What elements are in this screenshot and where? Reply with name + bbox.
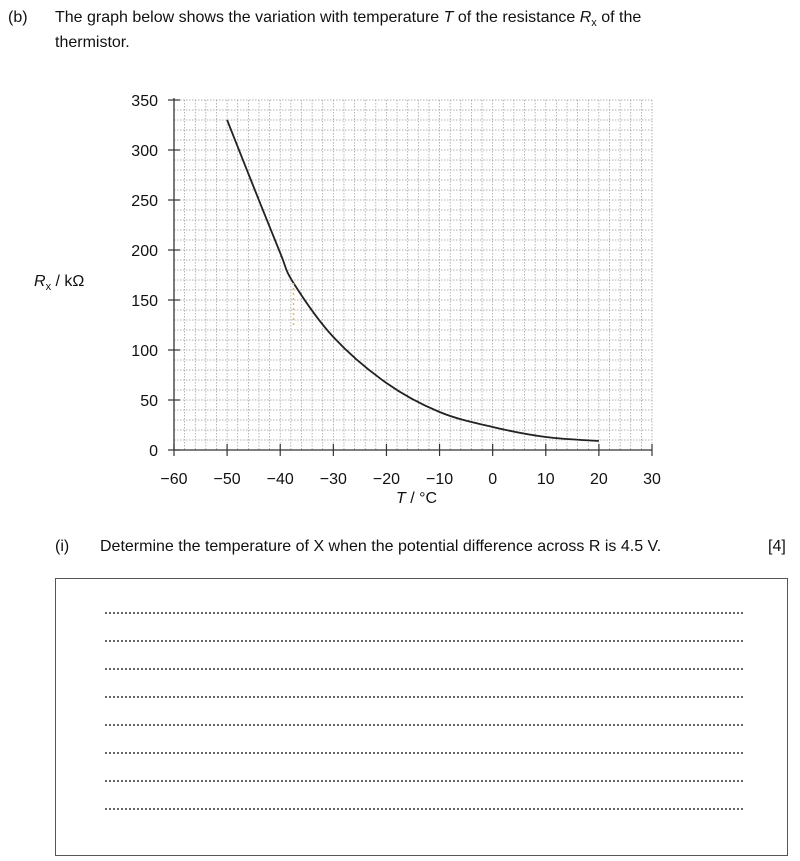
answer-line[interactable] [105,752,743,754]
x-tick-label: −40 [266,471,294,488]
x-tick-label: 20 [589,471,608,488]
y-label-var: R [34,273,46,290]
x-tick-label: −30 [319,471,347,488]
intro-text-mid: of the resistance [453,9,580,26]
x-label-var: T [396,490,406,507]
x-tick-label: −60 [160,471,188,488]
x-tick-label: 0 [488,471,498,488]
y-tick-label: 150 [131,293,158,310]
intro-var-r-sub: x [591,17,597,30]
answer-line[interactable] [105,780,743,782]
y-tick-label: 0 [149,443,158,460]
intro-text: The graph below shows the variation with temperature [55,9,444,26]
answer-line[interactable] [105,612,743,614]
subquestion-text: Determine the temperature of X when the potential difference across R is 4.5 V. [100,538,662,555]
y-tick-label: 50 [140,393,158,410]
answer-line[interactable] [105,640,743,642]
x-axis-label [396,489,437,509]
y-tick-label: 350 [131,93,158,110]
intro-text-suffix: of the [596,9,642,26]
answer-line[interactable] [105,696,743,698]
answer-line[interactable] [105,808,743,810]
subquestion-label: (i) [55,538,70,555]
y-label-sub: x [45,281,52,294]
intro-var-t: T [443,9,454,26]
y-axis-label [34,272,84,297]
x-tick-label: −50 [213,471,241,488]
x-tick-label: −10 [425,471,454,488]
x-tick-label: 30 [643,471,661,488]
answer-line[interactable] [105,668,743,670]
answer-line[interactable] [105,724,743,726]
part-label: (b) [8,9,28,26]
intro-var-r: R [579,9,592,26]
y-tick-label: 300 [131,143,158,160]
x-tick-label: 10 [536,471,555,488]
answer-box[interactable] [55,578,788,856]
x-tick-label: −20 [372,471,401,488]
y-label-unit: / kΩ [51,273,85,290]
marks: [4] [768,538,786,555]
y-tick-label: 100 [131,343,158,360]
resistance-curve [227,120,599,441]
y-tick-label: 200 [131,243,158,260]
x-label-unit: / °C [405,490,438,507]
intro-line2: thermistor. [55,34,130,52]
y-tick-label: 250 [131,193,158,210]
